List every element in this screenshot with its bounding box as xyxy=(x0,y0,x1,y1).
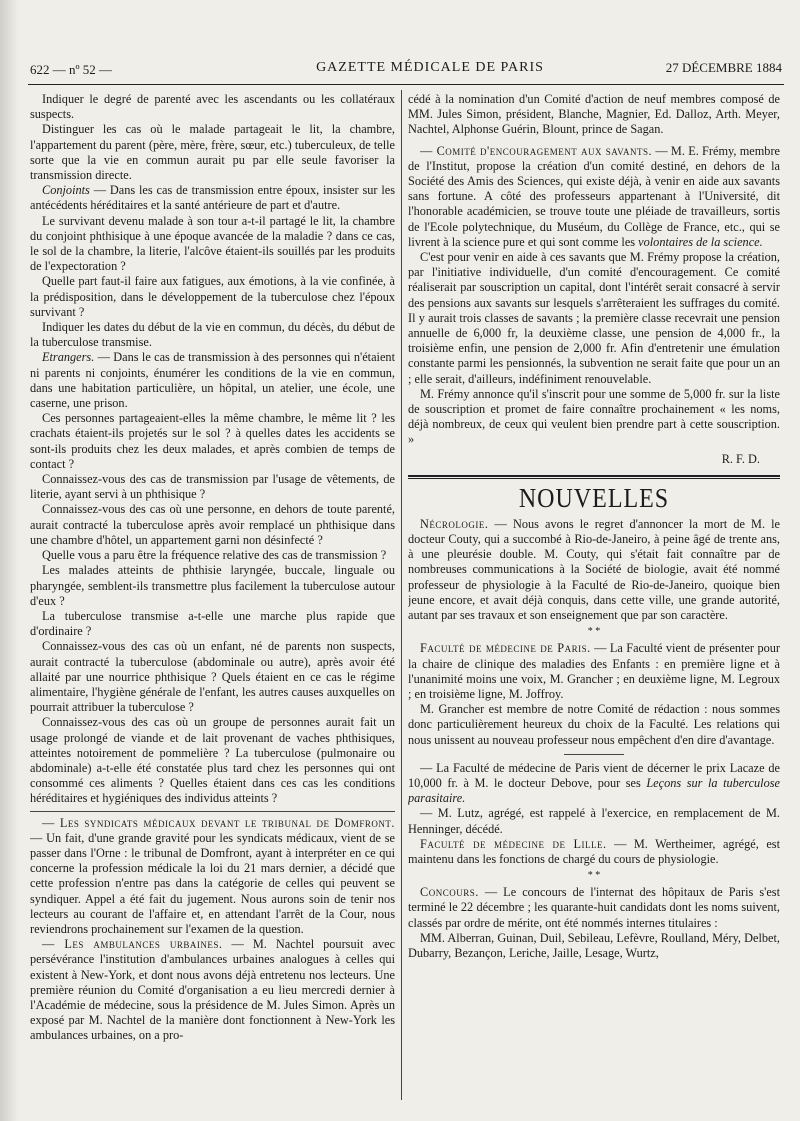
double-rule xyxy=(408,475,780,479)
news-item-encouragement: — Comité d'encouragement aux savants. — M. E. Frémy, membre de l'Institut, propose la création d'un comité destiné, en dehors de la Société des Amis des Sciences, qui existe déjà, à venir en aide aux savants sans fortune. A côté des professeurs appartenant à l'Université, dit l'honorable académicien, se trouve toute une pléiade de travailleurs, sortis de l'Ecole polytechnique, du Muséum, du Collège de France, etc., qui se livrent à la science pure et qui sont comme les volontaires de la science. xyxy=(408,143,780,249)
paragraph-lead: Etrangers. xyxy=(42,350,95,365)
paragraph: MM. Alberran, Guinan, Duil, Sebileau, Lefèvre, Roulland, Méry, Delbet, Dubarry, Bezançon, Leriche, Jaille, Lesage, Wurtz, xyxy=(408,930,780,960)
page-header xyxy=(30,60,782,82)
paragraph: Quelle part faut-il faire aux fatigues, aux émotions, à la vie confinée, à la prédisposition, dans le développement de la tuberculose chez l'époux survivant ? xyxy=(30,274,395,319)
section-heading: — Les syndicats médicaux devant le tribunal de Domfront. xyxy=(42,815,395,830)
section-title-nouvelles: NOUVELLES xyxy=(518,483,670,514)
paragraph: C'est pour venir en aide à ces savants que M. Frémy propose la création, par l'initiative individuelle, d'un comité d'encouragement. Ce comité réaliserait par souscription un capital, dont l'intérêt serait consacré à servir des pensions aux savants sur lesquels s'arrêteraient les suffrages du comité. Il y aurait trois classes de savants ; la première classe recevrait une pension annuelle de 6,000 fr, la deuxième classe, une pension de 4,000 fr., la troisième enfin, une pension de 2,000 fr. Afin d'entretenir une émulation constante parmi les pensionnés, la subvention ne serait faite que pour un an ; elle serait, d'ailleurs, indéfiniment renouvelable. xyxy=(408,250,780,386)
journal-title: GAZETTE MÉDICALE DE PARIS xyxy=(316,60,544,75)
paragraph: Conjoints — Dans les cas de transmission entre époux, insister sur les antécédents héréditaires et la santé antérieure de part et d'autre. xyxy=(30,183,395,213)
section-heading: Concours. xyxy=(420,885,479,900)
section-heading: Faculté de médecine de Lille. xyxy=(420,836,607,851)
paragraph: — M. Lutz, agrégé, est rappelé à l'exercice, en remplacement de M. Henninger, décédé. xyxy=(408,806,780,836)
news-item-concours: Concours. — Le concours de l'internat des hôpitaux de Paris s'est terminé le 22 décembre ; les quarante-huit candidats dont les noms suivent, classés par ordre de mérite, ont été nommés internes titulaires : xyxy=(408,885,780,930)
right-column xyxy=(408,92,780,1102)
issue-date: 27 DÉCEMBRE 1884 xyxy=(665,60,782,75)
page-number: 622 — nº 52 — xyxy=(30,62,113,77)
paragraph: Etrangers. — Dans le cas de transmission à des personnes qui n'étaient ni parents ni conjoints, énumérer les conditions de la vie en commun, dans une habitation particulière, un hôpital, un atelier, une école, une caserne, une prison. xyxy=(30,350,395,411)
paragraph: M. Frémy annonce qu'il s'inscrit pour une somme de 5,000 fr. sur la liste de souscription et promet de faire connaître prochainement « les noms, déjà nombreux, de ceux qui veulent bien prendre part à cette souscription. » xyxy=(408,386,780,447)
paragraph: Ces personnes partageaient-elles la même chambre, le même lit ? les crachats étaient-ils projetés sur le sol ? à quelles dates les accidents se sont-ils produits chez les deux malades, et après combien de temps de contact ? xyxy=(30,411,395,471)
news-item-syndicats: — Les syndicats médicaux devant le tribunal de Domfront. — Un fait, d'une grande gravité pour les syndicats médicaux, vient de se passer dans l'Orne : le tribunal de Domfront, ayant à interpréter en ce qui concerne la profession médicale la loi du 21 mars dernier, a décidé que cette profession n'entre pas dans la catégorie de celles qui peuvent se syndiquer. Appel a été fait du jugement. Nous aurons soin de tenir nos lecteurs au courant de l'affaire et, en attendant l'arrêt de la Cour, nous reviendrons prochainement sur l'examen de la question. xyxy=(30,815,395,936)
paragraph-lead: Conjoints xyxy=(42,183,90,198)
news-item-faculte-paris: Faculté de médecine de Paris. — La Faculté vient de présenter pour la chaire de clinique des maladies des Enfants : en première ligne et à l'unanimité moins une voix, M. Grancher ; en deuxième ligne, M. Legroux ; en troisième ligne, M. Joffroy. xyxy=(408,641,780,701)
paragraph: Connaissez-vous des cas de transmission par l'usage de vêtements, de literie, ayant servi à un phthisique ? xyxy=(30,472,395,502)
column-divider xyxy=(401,90,402,1100)
section-heading: Faculté de médecine de Paris. xyxy=(420,641,591,656)
paragraph: Le survivant devenu malade à son tour a-t-il partagé le lit, la chambre du conjoint phthisique à une époque avancée de la maladie ? dans ce cas, le sol de la chambre, la literie, l'alcôve étaient-ils souillés par les produits de l'expectoration ? xyxy=(30,213,395,274)
paragraph: Quelle vous a paru être la fréquence relative des cas de transmission ? xyxy=(42,548,387,563)
section-rule xyxy=(30,811,395,812)
paragraph: M. Grancher est membre de notre Comité de rédaction : nous sommes donc particulièrement heureux du choix de la Faculté. Les relations qui nous unissent au nouveau professeur nous empêchent d'en dire d'avantage. xyxy=(408,702,780,747)
paragraph: Les malades atteints de phthisie laryngée, buccale, linguale ou pharyngée, semblent-ils transmettre plus facilement la tuberculose autour d'eux ? xyxy=(30,563,395,608)
news-item-ambulances: — Les ambulances urbaines. — M. Nachtel poursuit avec persévérance l'institution d'ambulances urbaines analogues à celles qui existent à New-York, et dont nous avons déjà entretenu nos lecteurs. Une première réunion du Comité d'organisation a eu lieu mercredi dernier à l'Académie de médecine, sous la présidence de M. Jules Simon. Après un exposé par M. Nachtel de la manière dont fonctionnent à New-York les ambulances urbaines, on a pro- xyxy=(30,937,395,1043)
paragraph: Indiquer les dates du début de la vie en commun, du décès, du début de la tuberculose transmise. xyxy=(30,320,395,350)
section-heading: Nécrologie. xyxy=(420,516,489,531)
paragraph: Connaissez-vous des cas où un enfant, né de parents non suspects, aurait contracté la tuberculose (abdominale ou autre), après avoir été allaité par une nourrice phthisique ? Quels étaient en ce cas le régime alimentaire, l'hygiène générale de l'enfant, les autres causes auxquelles on pourrait attribuer la tuberculose ? xyxy=(30,639,395,715)
signature: R. F. D. xyxy=(721,451,760,466)
section-heading: — Comité d'encouragement aux savants. xyxy=(420,143,653,158)
paragraph: La tuberculose transmise a-t-elle une marche plus rapide que d'ordinaire ? xyxy=(30,608,395,639)
left-column xyxy=(30,92,395,1102)
paragraph: Connaissez-vous des cas où une personne, en dehors de toute parenté, aurait contracté la tuberculose après avoir remplacé un phthisique dans une chambre d'hôtel, un appartement garni non désinfecté ? xyxy=(30,502,395,547)
asterism: * * xyxy=(587,870,601,882)
news-item-necrologie: Nécrologie. — Nous avons le regret d'annoncer la mort de M. le docteur Couty, qui a succombé à Rio-de-Janeiro, à peine âgé de trente ans, à une pleurésie double. M. Couty, qui s'était fait connaître par de nombreuses communications à la Société de biologie, avait été nommé professeur de physiologie à la Faculté de Rio-de-Janeiro, quoique bien jeune encore, et avait déjà conquis, dans cette ville, une grande autorité, autant par ses travaux et son enseignement que par son caractère. xyxy=(408,516,780,623)
paragraph: cédé à la nomination d'un Comité d'action de neuf membres composé de MM. Jules Simon, président, Blanche, Magnier, Ed. Dalloz, Arth. Meyer, Nachtel, Alphonse Guérin, Blount, prince de Sagan. xyxy=(408,92,780,137)
paragraph: Connaissez-vous des cas où un groupe de personnes aurait fait un usage prolongé de viande et de lait provenant de vaches phthisiques, atteintes notoirement de pommelière ? La tuberculose (pulmonaire ou abdominale) a-t-elle été constatée plus tard chez les personnes qui ont consommé ces aliments ? Quelles étaient dans ces cas les conditions héréditaires et hygiéniques des individus atteints ? xyxy=(30,715,395,806)
paragraph: Distinguer les cas où le malade partageait le lit, la chambre, l'appartement du parent (père, mère, frère, sœur, etc.) tuberculeux, de telle sorte que la vie en commun aurait pu par elle seule favoriser la transmission directe. xyxy=(30,122,395,183)
short-rule xyxy=(564,754,624,755)
paragraph: Indiquer le degré de parenté avec les ascendants ou les collatéraux suspects. xyxy=(30,92,395,122)
section-heading: — Les ambulances urbaines. xyxy=(42,937,223,952)
binding-shadow xyxy=(0,0,18,1121)
asterism: * * xyxy=(587,626,601,638)
header-rule xyxy=(28,84,784,85)
news-item-faculte-lille: Faculté de médecine de Lille. — M. Wertheimer, agrégé, est maintenu dans les fonctions de chargé du cours de physiologie. xyxy=(408,836,780,866)
paragraph: — La Faculté de médecine de Paris vient de décerner le prix Lacaze de 10,000 fr. à M. le docteur Debove, pour ses Leçons sur la tuberculose parasitaire. xyxy=(408,760,780,806)
